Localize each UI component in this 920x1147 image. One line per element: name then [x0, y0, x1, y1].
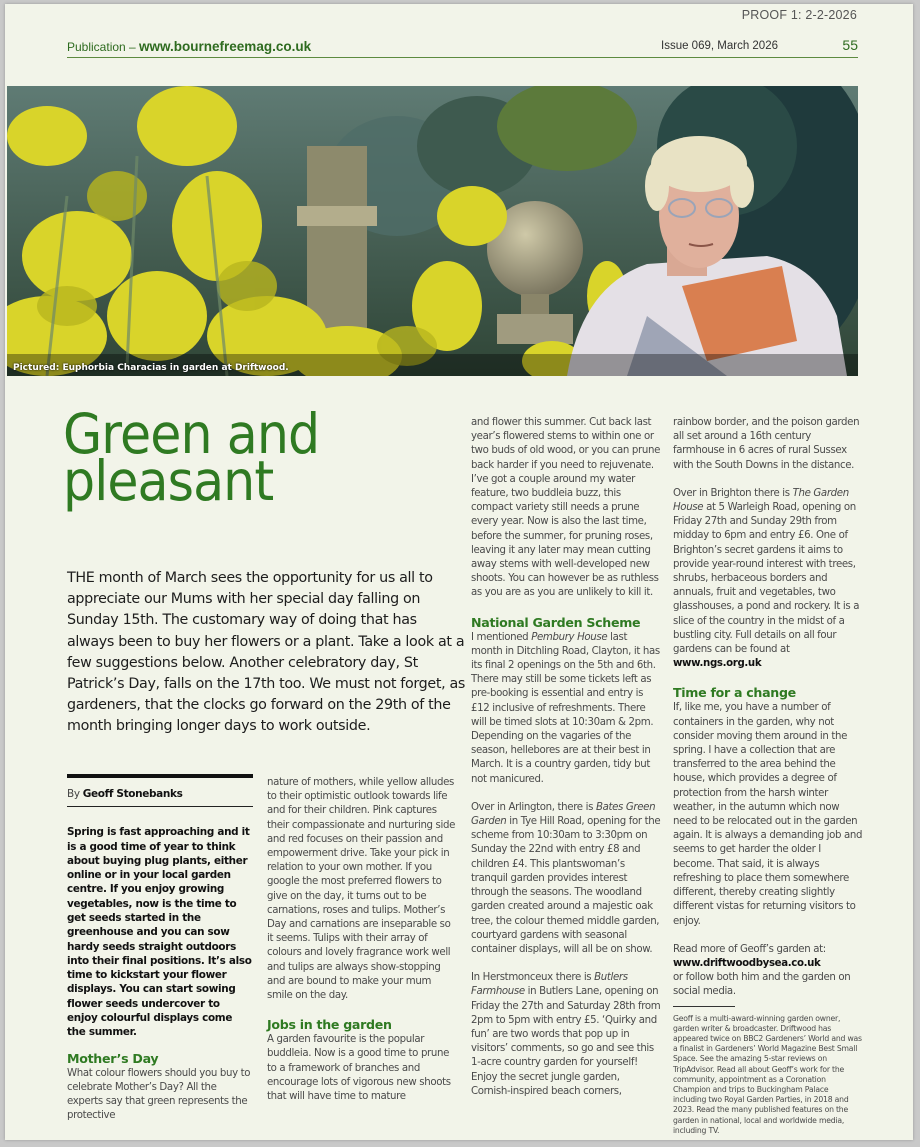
page-number: 55 [842, 37, 858, 53]
ngs-butlers-paragraph [471, 971, 661, 1099]
byline-prefix: By [67, 788, 80, 800]
change-text: If, like me, you have a number of containers in the garden, why not consider moving them around in the spring. I have a collection that are transferred to the area behind the house, which provides a degree of protection from the harsh winter weather, in the autumn which now need to be relocated out in the garden again. It is always a demanding job and seems to get harder the older I become. That said, it is always refreshing to place them somewhere different, thereby creating slightly different vistas for returning visitors to enjoy. [673, 702, 863, 927]
headline [63, 402, 320, 513]
section-heading-jobs: Jobs in the garden [267, 1017, 392, 1033]
section-heading-mothers-day: Mother’s Day [67, 1050, 159, 1066]
text-run: in Butlers Lane, opening on Friday the 27th and Saturday 28th from 2pm to 5pm with entry £5. ‘Quirky and fun’ are two words that pop up in visitors’ comments, so go and see this 1-acre country garden for yourself! Enjoy the secret jungle garden, Cornish-inspired beach corners, [471, 986, 661, 1097]
ngs-link[interactable]: www.ngs.org.uk [673, 658, 762, 670]
standfirst: THE month of March sees the opportunity for us all to appreciate our Mums with her special day falling on Sunday 15th. The customary way of doing that has always been to buy her flowers or a plant. Take a look at a few suggestions below. Another celebratory day, St Patrick’s Day, falls on the 17th too. We must not forget, as gardeners, that the clocks go forward on the 29th of the month bringing longer days to work outside. [67, 570, 465, 735]
text-run: last month in Ditchling Road, Clayton, it has its final 2 openings on the 5th and 6th. There may still be some tickets left as pre-booking is essential and entry is £12 inclusive of refreshments. There will be timed slots at 10:30am & 2pm. Depending on the vagaries of the season, hellebores are at their best in March. It is a country garden, tidy but not manicured. [471, 631, 660, 785]
publication-prefix: Publication – [67, 40, 140, 54]
text-run: Over in Brighton there is [673, 487, 793, 499]
text-run: Over in Arlington, there is [471, 801, 596, 813]
garden-name: The Garden House [673, 487, 849, 514]
driftwood-link[interactable]: www.driftwoodbysea.co.uk [673, 957, 821, 969]
jobs-text-1: A garden favourite is the popular buddleia. Now is a good time to prune to a framework of branches and encourage lots of vigorous new shoots that will have time to mature [267, 1034, 451, 1103]
article-column-2 [267, 776, 457, 1104]
intro-paragraph: Spring is fast approaching and it is a good time of year to think about buying plug plants, either online or in your local garden centre. If you enjoy growing vegetables, now is the time to get seeds started in the greenhouse and you can sow hardy seeds straight outdoors into their final positions. It’s also time to kickstart your flower displays. You can start sowing flower seeds undercover to enjoy colourful displays come the summer. [67, 826, 252, 1039]
article-column-4 [673, 416, 863, 1136]
hero-photo [7, 86, 858, 376]
garden-name: Butlers Farmhouse [471, 972, 628, 998]
garden-name: Bates Green Garden [471, 801, 656, 828]
article-column-1 [67, 774, 253, 1123]
proof-label: PROOF 1: 2-2-2026 [741, 8, 857, 22]
headline-line-2: pleasant [63, 449, 274, 513]
magazine-page [5, 4, 913, 1140]
ngs-pembury-paragraph [471, 631, 661, 787]
text-run: I mentioned [471, 631, 532, 643]
read-more-follow: or follow both him and the garden on social media. [673, 972, 851, 998]
read-more [673, 943, 863, 1000]
byline-rule [67, 774, 253, 778]
garden-photo-illustration [7, 86, 858, 376]
author-bio: Geoff is a multi-award-winning garden owner, garden writer & broadcaster. Driftwood has appeared twice on BBC2 Gardeners’ World and was a finalist in Gardeners’ World Magazine Best Small Space. See the amazing 5-star reviews on TripAdvisor. Read all about Geoff’s work for the community, appointment as a Coronation Champion and trips to Buckingham Palace including two Royal Garden Parties, in 2018 and 2023. Read the many published features on the garden in national, local and worldwide media, including TV. [673, 1013, 862, 1135]
ngs-bates-green-paragraph [471, 801, 661, 957]
section-heading-change: Time for a change [673, 685, 796, 701]
text-run: in Tye Hill Road, opening for the scheme from 10:30am to 3:30pm on Sunday the 22nd with entry £8 and children £4. This plantswoman’s tranquil garden provides interest through the seasons. The woodland garden created around a majestic oak tree, the colour themed middle garden, courtyard gardens with seasonal container displays, will all be on show. [471, 816, 661, 955]
headline-line-1: Green and [63, 402, 320, 466]
photo-caption: Pictured: Euphorbia Characias in garden at Driftwood. [13, 363, 289, 373]
garden-name: Pembury House [531, 631, 608, 643]
mothers-day-text-2: nature of mothers, while yellow alludes to their optimistic outlook towards life and for their children. Pink captures their compassionate and nurturing side and red focuses on their passion and empowerment drive. Take your pick in relation to your own mother. If you google the most preferred flowers to give on the day, it turns out to be carnations, roses and tulips. Mother’s Day and carnations are inseparable so it seems. Tulips with their array of colours and lovely fragrance work well and tulips are always show-stopping and are bound to make your mum smile on the day. [267, 777, 456, 1002]
jobs-text-2: and flower this summer. Cut back last year’s flowered stems to within one or two buds of old wood, or you can prune back harder if you need to rejuvenate. I’ve got a couple around my water feature, two buddleia buzz, this compact variety still needs a prune every year. Now is also the last time, before the summer, for pruning roses, leaving it any later may mean cutting away stems with well-developed new shoots. You can however be as ruthless as you are as you are unlikely to kill it. [471, 417, 660, 599]
ngs-butlers-continued: rainbow border, and the poison garden all set around a 16th century farmhouse in 6 acres of rural Sussex with the South Downs in the distance. [673, 417, 860, 471]
text-run: at 5 Warleigh Road, opening on Friday 27th and Sunday 29th from midday to 6pm and entry £6. One of Brighton’s secret gardens it aims to provide year-round interest with trees, shrubs, herbaceous borders and annuals, fruit and vegetables, two glasshouses, a pond and rockery. It is a slice of the country in the midst of a bustling city. Full details on all four gardens can be found at [673, 502, 860, 656]
read-more-text: Read more of Geoff’s garden at: [673, 943, 826, 955]
mothers-day-text-1: What colour flowers should you buy to celebrate Mother’s Day? All the experts say that green represents the protective [67, 1067, 251, 1122]
byline [67, 787, 253, 807]
text-run: In Herstmonceux there is [471, 972, 595, 984]
publication-label [67, 39, 311, 54]
issue-label: Issue 069, March 2026 [661, 40, 778, 52]
article-column-3 [471, 416, 661, 1099]
running-header [67, 37, 858, 58]
section-heading-ngs: National Garden Scheme [471, 614, 641, 630]
author-name: Geoff Stonebanks [82, 788, 183, 800]
publication-url[interactable]: www.bournefreemag.co.uk [139, 39, 312, 54]
bio-divider [673, 1006, 735, 1007]
ngs-garden-house-paragraph [673, 487, 863, 672]
